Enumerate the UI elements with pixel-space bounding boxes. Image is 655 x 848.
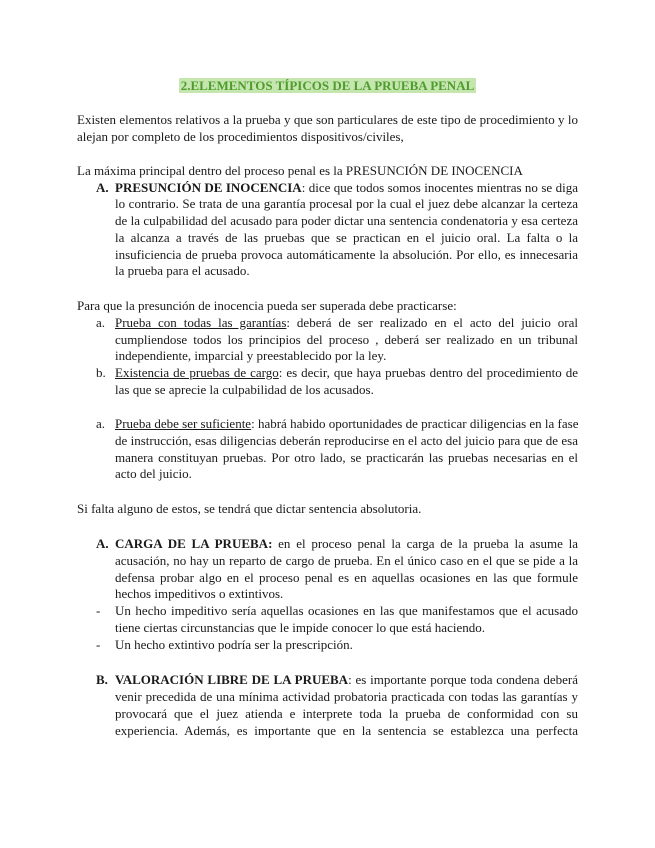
list-item-first-line: Prueba con todas las garantías: deberá de ser realizado en el acto del juicio oral	[115, 315, 578, 330]
list-item-line: acto del juicio.	[115, 466, 192, 481]
section-a-first-line: PRESUNCIÓN DE INOCENCIA: dice que todos somos inocentes mientras no se diga	[115, 180, 578, 195]
section-b-line: provocará que el juez atienda e interprete toda la prueba de conformidad con su	[115, 706, 578, 721]
intro-line-1: Existen elementos relativos a la prueba y que son particulares de este tipo de procedimiento y lo	[77, 112, 578, 127]
section-carga-line: hechos impeditivos o extintivos.	[115, 586, 284, 601]
section-carga-line: acusación, no hay un reparto de cargo de prueba. En el único caso en el que se pide a la	[115, 553, 578, 568]
dash-item-line: Un hecho impeditivo sería aquellas ocasiones en las que manifestamos que el acusado	[115, 603, 578, 618]
dash-marker: -	[96, 603, 101, 618]
section-a-line: la prueba para el acusado.	[115, 263, 250, 278]
dash-marker: -	[96, 637, 101, 652]
section-b-first-line: VALORACIÓN LIBRE DE LA PRUEBA: es importante porque toda condena deberá	[115, 672, 578, 687]
intro-line-2: alejan por completo de los procedimientos dispositivos/civiles,	[77, 129, 404, 144]
list-item-line: manera constituyan pruebas. Por otro lado, se practicarán las pruebas necesarias en el	[115, 450, 578, 465]
list-item-label: a.	[96, 315, 106, 330]
section-b-line: venir precedida de una mínima actividad probatoria practicada con todas las garantías y	[115, 689, 578, 704]
section-a-line: de la culpabilidad del acusado para poder dictar una sentencia condenatoria y esa certeza	[115, 213, 578, 228]
list-item-first-line: Prueba debe ser suficiente: habrá habido oportunidades de practicar diligencias en la fase	[115, 416, 579, 431]
list-item-label: a.	[96, 416, 106, 431]
section-a-label: A.	[96, 180, 109, 195]
document-title: 2.ELEMENTOS TÍPICOS DE LA PRUEBA PENAL	[180, 78, 475, 93]
list-item-term: Prueba debe ser suficiente	[115, 416, 252, 431]
list-item-term: Existencia de pruebas de cargo	[115, 365, 279, 380]
dash-item-line: Un hecho extintivo podría ser la prescripción.	[115, 637, 353, 652]
section-a-line: insuficiencia de prueba provoca automáticamente la absolución. Por ello, es innecesaria	[115, 247, 578, 262]
list-item-term: Prueba con todas las garantías	[115, 315, 287, 330]
section-a-heading: PRESUNCIÓN DE INOCENCIA	[115, 180, 302, 195]
section-a-line: la alcanza a través de las pruebas que se practican en el juicio oral. La falta o la	[115, 230, 578, 245]
section-b-label: B.	[96, 672, 108, 687]
section-b-line: experiencia. Además, es importante que en la sentencia se establezca una perfecta	[115, 723, 578, 738]
list-item-line: de instrucción, esas diligencias deberán reproducirse en el acto del juicio para que de esa	[115, 433, 578, 448]
presuncion-intro: La máxima principal dentro del proceso penal es la PRESUNCIÓN DE INOCENCIA	[77, 163, 523, 178]
section-carga-heading: CARGA DE LA PRUEBA:	[115, 536, 273, 551]
list-item-first-line: Existencia de pruebas de cargo: es decir, que haya pruebas dentro del procedimiento de	[115, 365, 579, 380]
absolutoria-text: Si falta alguno de estos, se tendrá que dictar sentencia absolutoria.	[77, 501, 422, 516]
section-b-heading: VALORACIÓN LIBRE DE LA PRUEBA	[115, 672, 349, 687]
section-a-line: lo contrario. Se trata de una garantía procesal por la cual el juez debe alcanzar la certeza	[115, 196, 578, 211]
section-carga-label: A.	[96, 536, 109, 551]
section-carga-first-line: CARGA DE LA PRUEBA: en el proceso penal la carga de la prueba la asume la	[115, 536, 579, 551]
superada-intro: Para que la presunción de inocencia pueda ser superada debe practicarse:	[77, 298, 457, 313]
dash-item-line: tiene ciertas circunstancias que le impide conocer lo que está haciendo.	[115, 620, 485, 635]
section-carga-line: defensa probar algo en el proceso penal es en aquellas ocasiones en las que formule	[115, 570, 578, 585]
list-item-line: cumpliendose todos los principios del proceso , deberá ser realizado en un tribunal	[115, 332, 578, 347]
list-item-label: b.	[96, 365, 106, 380]
list-item-line: independiente, imparcial y preestablecido por la ley.	[115, 348, 387, 363]
list-item-line: las que se aprecie la culpabilidad de los acusados.	[115, 382, 374, 397]
